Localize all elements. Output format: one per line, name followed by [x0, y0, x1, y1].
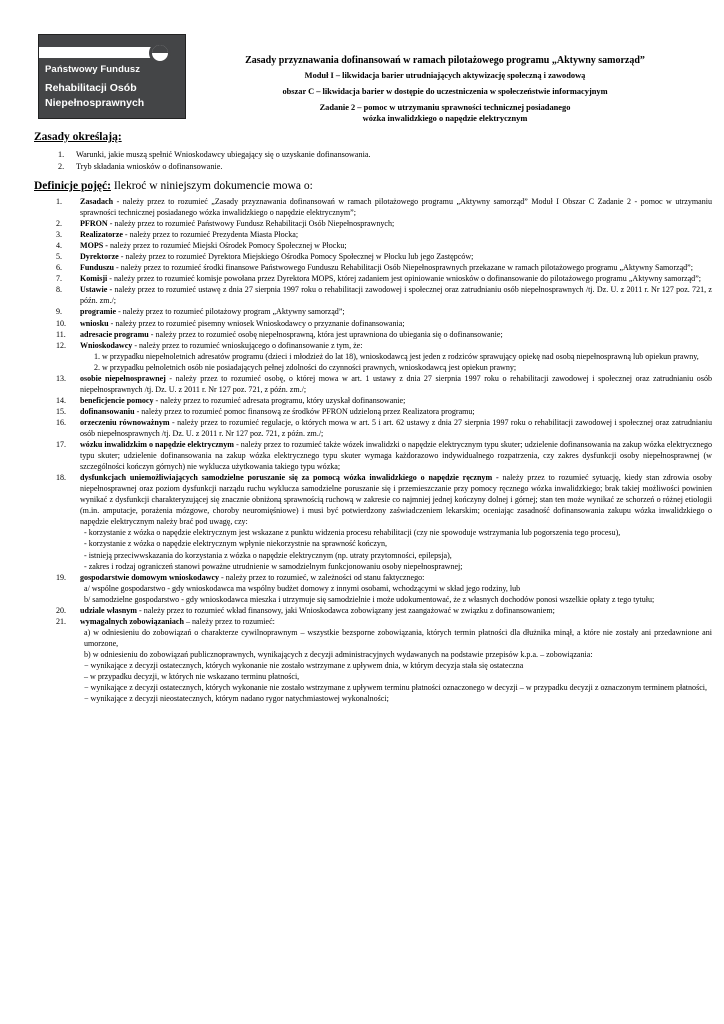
section-definitions-heading: Definicje pojęć: Ilekroć w niniejszym dokumencie mowa o:: [34, 180, 313, 192]
definition-item: 1. Zasadach - należy przez to rozumieć „Zasady przyznawania dofinansowań w ramach pilotażowego programu „Aktywny samorząd” Moduł I Obszar C Zadanie 2 - pomoc w utrzymaniu sprawności technicznej posiadanego wózka inwalidzkiego o napędzie elektrycznym”;: [56, 197, 712, 218]
section-rules-heading: Zasady określają:: [34, 131, 122, 143]
sub-item: – w przypadku decyzji, w których nie wskazano terminu płatności,: [84, 672, 300, 682]
pfron-logo: [38, 34, 186, 119]
sub-item: - korzystanie z wózka o napędzie elektrycznym wpłynie niekorzystnie na sprawność kończyn,: [84, 539, 387, 549]
definition-item: 12. Wnioskodawcy - należy przez to rozumieć wnioskującego o dofinansowanie z tym, że: 1. w przypadku niepełnoletnich adresatów programu (dzieci i młodzież do lat 18), wnioskodawcą jest jeden z rodziców sprawujący opiekę nad osobą niepełnosprawną lub opiekun prawny, 2. w przypadku pełnoletnich osób nie posiadających pełnej zdolności do czynności prawnych, wnioskodawcą jest opiekun prawny;: [56, 340, 712, 373]
definition-item: 18. dysfunkcjach uniemożliwiających samodzielne poruszanie się za pomocą wózka inwalidzkiego o napędzie ręcznym - należy przez to rozumieć sytuację, kiedy stan zdrowia osoby niepełnosprawnej oraz poziom dysfunkcji narządu ruchu wyklucza samodzielne poruszanie się i przemieszczanie przy pomocy ręcznego wózka inwalidzkiego; brak takiej możliwości powinien wynikać z dysfunkcji charakteryzującej się znacznie obniżoną sprawnością ruchową w zakresie co najmniej jednej kończyny dolnej i górnej; stan ten może wynikać ze schorzeń o różnej etiologii (m.in. amputacje, porażenia mózgowe, choroby neuromięśniowe) i musi być potwierdzony zaświadczeniem lekarskim; oceniając zasadność dofinansowania zakupu wózka inwalidzkiego o napędzie elektrycznym należy brać pod uwagę, czy: - korzystanie z wózka o napędzie elektrycznym jest wskazane z punktu widzenia procesu rehabilitacji (czy nie spowoduje wstrzymania lub pogorszenia tego procesu), - korzystanie z wózka o napędzie elektrycznym wpłynie niekorzystnie na sprawność kończyn, - istnieją przeciwwskazania do korzystania z wózka o napędzie elektrycznym (np. utraty przytomności, epilepsja), - zakres i rodzaj ograniczeń stanowi poważne utrudnienie w samodzielnym funkcjonowaniu osoby niepełnosprawnej;: [56, 473, 712, 571]
sub-item: - istnieją przeciwwskazania do korzystania z wózka o napędzie elektrycznym (np. utraty przytomności, epilepsja),: [84, 550, 452, 560]
sub-item: - korzystanie z wózka o napędzie elektrycznym jest wskazane z punktu widzenia procesu rehabilitacji (czy nie spowoduje wstrzymania lub pogorszenia tego procesu),: [84, 528, 621, 538]
logo-circle-icon: [149, 42, 171, 64]
header-module: Moduł I – likwidacja barier utrudniających aktywizację społeczną i zawodową: [304, 71, 586, 80]
definition-item: 19. gospodarstwie domowym wnioskodawcy - należy przez to rozumieć, w zależności od stanu faktycznego: a/ wspólne gospodarstwo - gdy wnioskodawca ma wspólny budżet domowy z innymi osobami, wchodzącymi w skład jego rodziny, lub b/ samodzielne gospodarstwo - gdy wnioskodawca mieszka i utrzymuje się samodzielnie i może udokumentować, że z własnych dochodów ponosi wszelkie opłaty z tego tytułu;: [56, 572, 712, 605]
sub-item: a) w odniesieniu do zobowiązań o charakterze cywilnoprawnym – wszystkie bezsporne zobowiązania, których termin płatności dla dłużnika minął, a które nie zostały ani przedawnione ani umorzone,: [84, 627, 712, 648]
definition-item: 8. Ustawie - należy przez to rozumieć ustawę z dnia 27 sierpnia 1997 roku o rehabilitacji zawodowej i społecznej oraz zatrudnianiu osób niepełnosprawnych /tj. Dz. U. z 2011 r. Nr 127 poz. 721, z późn. zm./;: [56, 285, 712, 306]
logo-line-1: Państwowy Fundusz: [45, 64, 141, 75]
definition-item: 4. MOPS - należy przez to rozumieć Miejski Ośrodek Pomocy Społecznej w Płocku;: [56, 241, 347, 251]
definition-item: 11. adresacie programu - należy przez to rozumieć osobę niepełnosprawną, która jest uprawniona do ubiegania się o dofinansowanie;: [56, 329, 503, 339]
definitions-list: [56, 196, 712, 704]
definition-item: 5. Dyrektorze - należy przez to rozumieć Dyrektora Miejskiego Ośrodka Pomocy Społecznej w Płocku lub jego Zastępców;: [56, 252, 474, 262]
definition-item: 10. wniosku - należy przez to rozumieć pisemny wniosek Wnioskodawcy o przyznanie dofinansowania;: [56, 318, 405, 328]
definition-item: 2. PFRON - należy przez to rozumieć Państwowy Fundusz Rehabilitacji Osób Niepełnosprawnych;: [56, 219, 395, 229]
logo-line-2: Rehabilitacji Osób: [45, 82, 137, 94]
sub-item: - zakres i rodzaj ograniczeń stanowi poważne utrudnienie w samodzielnym funkcjonowaniu osoby niepełnosprawnej;: [84, 561, 463, 571]
definition-item: 9. programie - należy przez to rozumieć pilotażowy program „Aktywny samorząd”;: [56, 307, 345, 317]
header-area: obszar C – likwidacja barier w dostępie do uczestniczenia w społeczeństwie informacyjnym: [282, 87, 608, 96]
document-title: Zasady przyznawania dofinansowań w ramach pilotażowego programu „Aktywny samorząd”: [245, 55, 645, 66]
sub-item: 1. w przypadku niepełnoletnich adresatów programu (dzieci i młodzież do lat 18), wnioskodawcą jest jeden z rodziców sprawujący opiekę nad osobą niepełnosprawną lub opiekun prawny,: [94, 351, 699, 361]
rules-item: 2. Tryb składania wniosków o dofinansowanie.: [58, 162, 223, 171]
definition-item: 13. osobie niepełnosprawnej - należy przez to rozumieć osobę, o której mowa w art. 1 ustawy z dnia 27 sierpnia 1997 roku o rehabilitacji zawodowej i społecznej oraz zatrudnianiu osób niepełnosprawnych /tj. Dz. U. z 2011 r. Nr 127 poz. 721, z późn. zm./;: [56, 373, 712, 394]
logo-line-3: Niepełnosprawnych: [45, 97, 145, 109]
sub-item: b) w odniesieniu do zobowiązań publicznoprawnych, wynikających z decyzji administracyjnych wydawanych na podstawie przepisów k.p.a. – zobowiązania:: [84, 649, 593, 659]
rules-item: 1. Warunki, jakie muszą spełnić Wnioskodawcy ubiegający się o uzyskanie dofinansowania.: [58, 150, 371, 159]
definition-item: 20. udziale własnym - należy przez to rozumieć wkład finansowy, jaki Wnioskodawca zobowiązany jest zaangażować w związku z dofinansowaniem;: [56, 605, 555, 615]
sub-item: b/ samodzielne gospodarstwo - gdy wnioskodawca mieszka i utrzymuje się samodzielnie i może udokumentować, że z własnych dochodów ponosi wszelkie opłaty z tego tytułu;: [84, 594, 655, 604]
sub-item: − wynikające z decyzji ostatecznych, których wykonanie nie zostało wstrzymane z upływem terminu płatności oznaczonego w decyzji – w przypadku decyzji z oznaczonym terminem płatności,: [84, 683, 708, 693]
definition-item: 16. orzeczeniu równoważnym - należy przez to rozumieć regulacje, o których mowa w art. 5 i art. 62 ustawy z dnia 27 sierpnia 1997 roku o rehabilitacji zawodowej i społecznej oraz zatrudnianiu osób niepełnosprawnych /tj. Dz. U. z 2011 r. Nr 127 poz. 721, z późn. zm./;: [56, 417, 712, 438]
definition-item: 15. dofinansowaniu - należy przez to rozumieć pomoc finansową ze środków PFRON udzieloną przez Realizatora programu;: [56, 406, 475, 416]
definition-item: 7. Komisji - należy przez to rozumieć komisje powołana przez Dyrektora MOPS, której zadaniem jest opiniowanie wniosków o dofinansowanie do pilotażowego programu „Aktywny samorząd”;: [56, 274, 702, 284]
sub-item: − wynikające z decyzji nieostatecznych, którym nadano rygor natychmiastowej wykonalności;: [84, 694, 389, 704]
header-task: Zadanie 2 – pomoc w utrzymaniu sprawności technicznej posiadanego: [319, 103, 571, 112]
logo-bar: [39, 47, 159, 58]
definition-item: 3. Realizatorze - należy przez to rozumieć Prezydenta Miasta Płocka;: [56, 230, 299, 240]
sub-item: − wynikające z decyzji ostatecznych, których wykonanie nie zostało wstrzymane z upływem dnia, w którym decyzja stała się ostateczna: [84, 660, 524, 670]
definition-item: 21. wymagalnych zobowiązaniach – należy przez to rozumieć: a) w odniesieniu do zobowiązań o charakterze cywilnoprawnym – wszystkie bezsporne zobowiązania, których termin płatności dla dłużnika minął, a które nie zostały ani przedawnione ani umorzone, b) w odniesieniu do zobowiązań publicznoprawnych, wynikających z decyzji administracyjnych wydawanych na podstawie przepisów k.p.a. – zobowiązania: − wynikające z decyzji ostatecznych, których wykonanie nie zostało wstrzymane z upływem dnia, w którym decyzja stała się ostateczna – w przypadku decyzji, w których nie wskazano terminu płatności, − wynikające z decyzji ostatecznych, których wykonanie nie zostało wstrzymane z upływem terminu płatności oznaczonego w decyzji – w przypadku decyzji z oznaczonym terminem płatności, − wynikające z decyzji nieostatecznych, którym nadano rygor natychmiastowej wykonalności;: [56, 616, 712, 704]
header-task-cont: wózka inwalidzkiego o napędzie elektrycznym: [362, 114, 528, 123]
sub-item: a/ wspólne gospodarstwo - gdy wnioskodawca ma wspólny budżet domowy z innymi osobami, wchodzącymi w skład jego rodziny, lub: [84, 583, 521, 593]
definition-item: 6. Funduszu - należy przez to rozumieć środki finansowe Państwowego Funduszu Rehabilitacji Osób Niepełnosprawnych przekazane w ramach pilotażowego programu „Aktywny Samorząd”;: [56, 263, 693, 273]
definition-item: 17. wózku inwalidzkim o napędzie elektrycznym - należy przez to rozumieć także wózek inwalidzki o napędzie elektrycznym typu skuter; udzielenie dofinansowania na zakup wózka elektrycznego typu skuter; udzielenie dofinansowania na zakup wózka elektrycznego typu skuter wymaga każdorazowo indywidualnego rozpatrzenia, czy zakres dysfunkcji osoby niepełnosprawnej (w szczególności kończyn górnych) nie wyklucza użytkowania takiego typu wózka;: [56, 440, 712, 472]
sub-item: 2. w przypadku pełnoletnich osób nie posiadających pełnej zdolności do czynności prawnych, wnioskodawcą jest opiekun prawny;: [94, 362, 517, 372]
definition-item: 14. beneficjencie pomocy - należy przez to rozumieć adresata programu, który uzyskał dofinansowanie;: [56, 395, 406, 405]
